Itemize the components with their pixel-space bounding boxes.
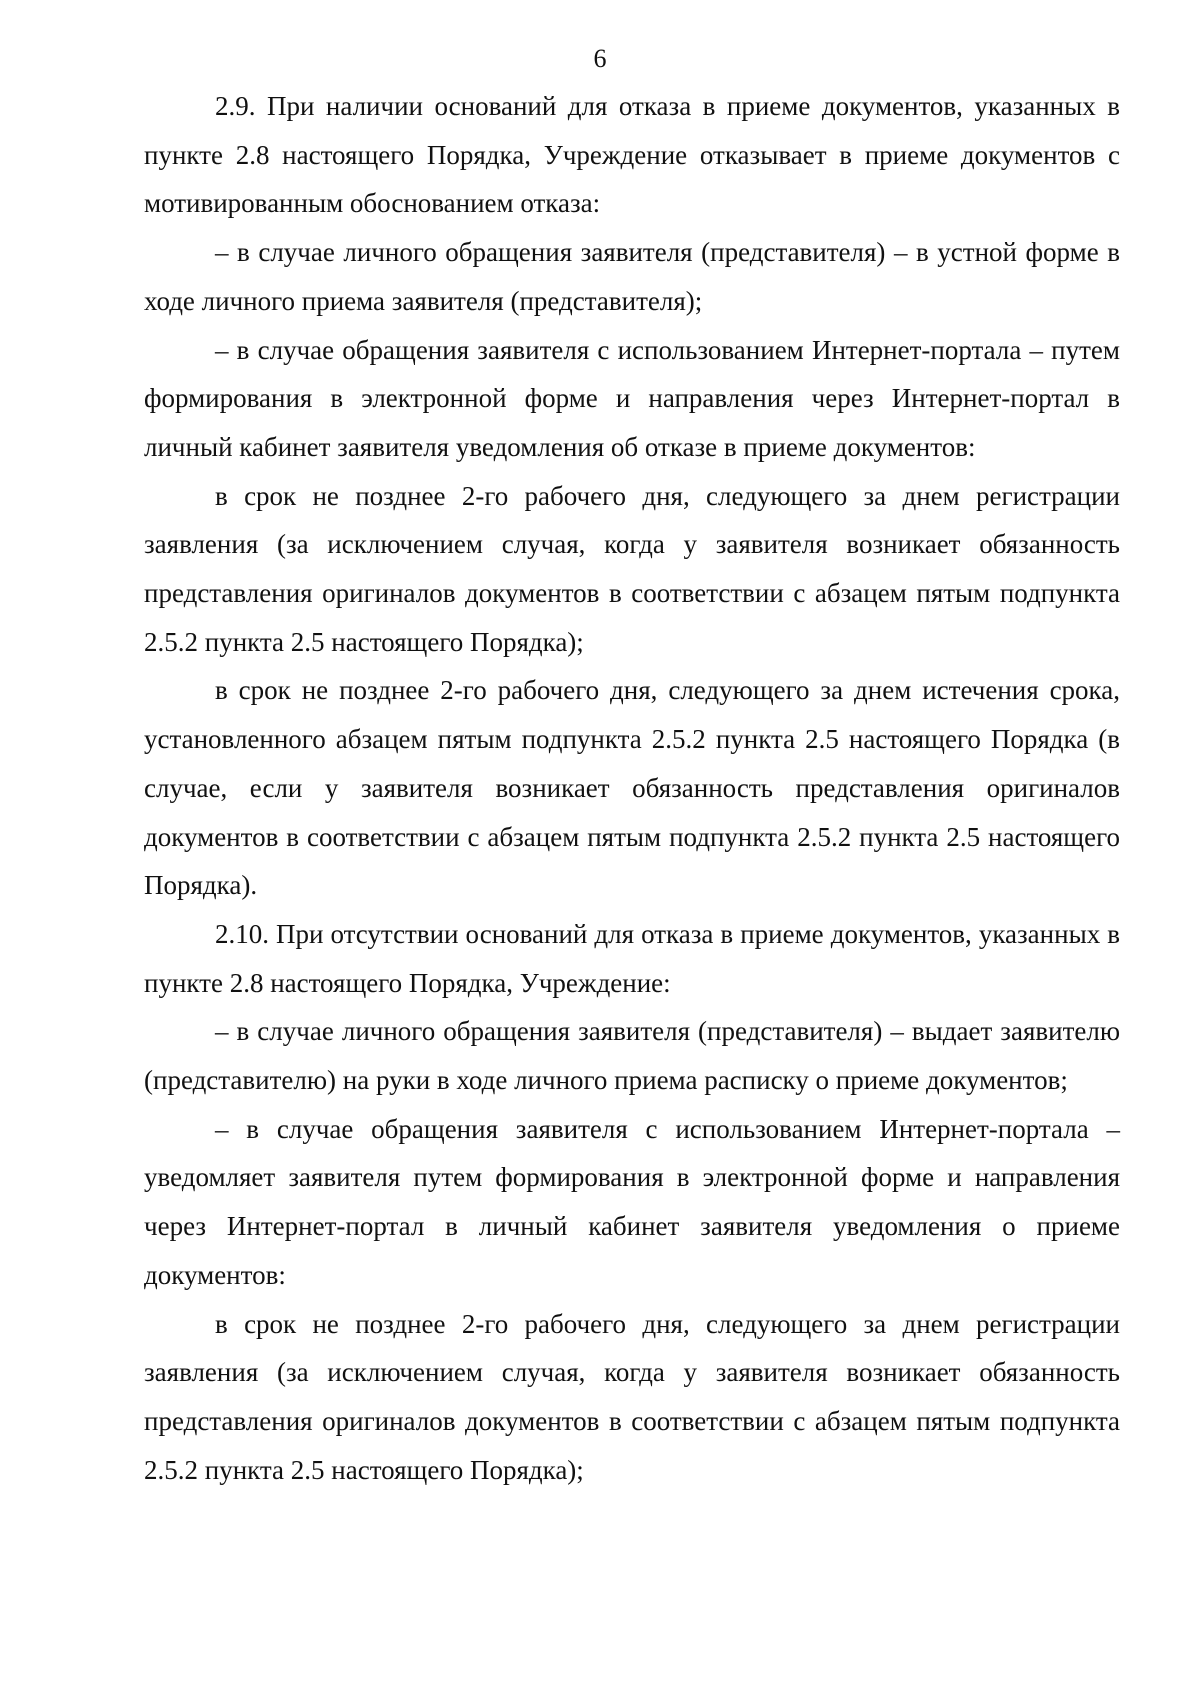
document-body [144,82,1120,1494]
paragraph-2-9: 2.9. При наличии оснований для отказа в приеме документов, указанных в пункте 2.8 настоящего Порядка, Учреждение отказывает в приеме документов с мотивированным обоснованием отказа: [144,91,1120,219]
paragraph-2-10: 2.10. При отсутствии оснований для отказа в приеме документов, указанных в пункте 2.8 настоящего Порядка, Учреждение: [144,918,1120,998]
paragraph-acceptance-in-person: – в случае личного обращения заявителя (представителя) – выдает заявителю (представителю) на руки в ходе личного приема расписку о приеме документов; [144,1016,1120,1096]
paragraph-refusal-deadline-originals: в срок не позднее 2-го рабочего дня, следующего за днем истечения срока, установленного абзацем пятым подпункта 2.5.2 пункта 2.5 настоящего Порядка (в случае, если у заявителя возникает обязанность представления оригиналов документов в соответствии с абзацем пятым подпункта 2.5.2 пункта 2.5 настоящего Порядка). [144,675,1120,901]
paragraph-refusal-internet-portal: – в случае обращения заявителя с использованием Интернет-портала – путем формирования в электронной форме и направления через Интернет-портал в личный кабинет заявителя уведомления об отказе в приеме документов: [144,334,1120,462]
paragraph-refusal-in-person: – в случае личного обращения заявителя (представителя) – в устной форме в ходе личного приема заявителя (представителя); [144,237,1120,316]
paragraph-acceptance-internet-portal: – в случае обращения заявителя с использованием Интернет-портала – уведомляет заявителя путем формирования в электронной форме и направления через Интернет-портал в личный кабинет заявителя уведомления о приеме документов: [144,1113,1120,1290]
paragraph-refusal-deadline-registration: в срок не позднее 2-го рабочего дня, следующего за днем регистрации заявления (за исключением случая, когда у заявителя возникает обязанность представления оригиналов документов в соответствии с абзацем пятым подпункта 2.5.2 пункта 2.5 настоящего Порядка); [144,480,1120,657]
page-number: 6 [593,44,607,73]
paragraph-acceptance-deadline-registration: в срок не позднее 2-го рабочего дня, следующего за днем регистрации заявления (за исключением случая, когда у заявителя возникает обязанность представления оригиналов документов в соответствии с абзацем пятым подпункта 2.5.2 пункта 2.5 настоящего Порядка); [144,1308,1120,1485]
